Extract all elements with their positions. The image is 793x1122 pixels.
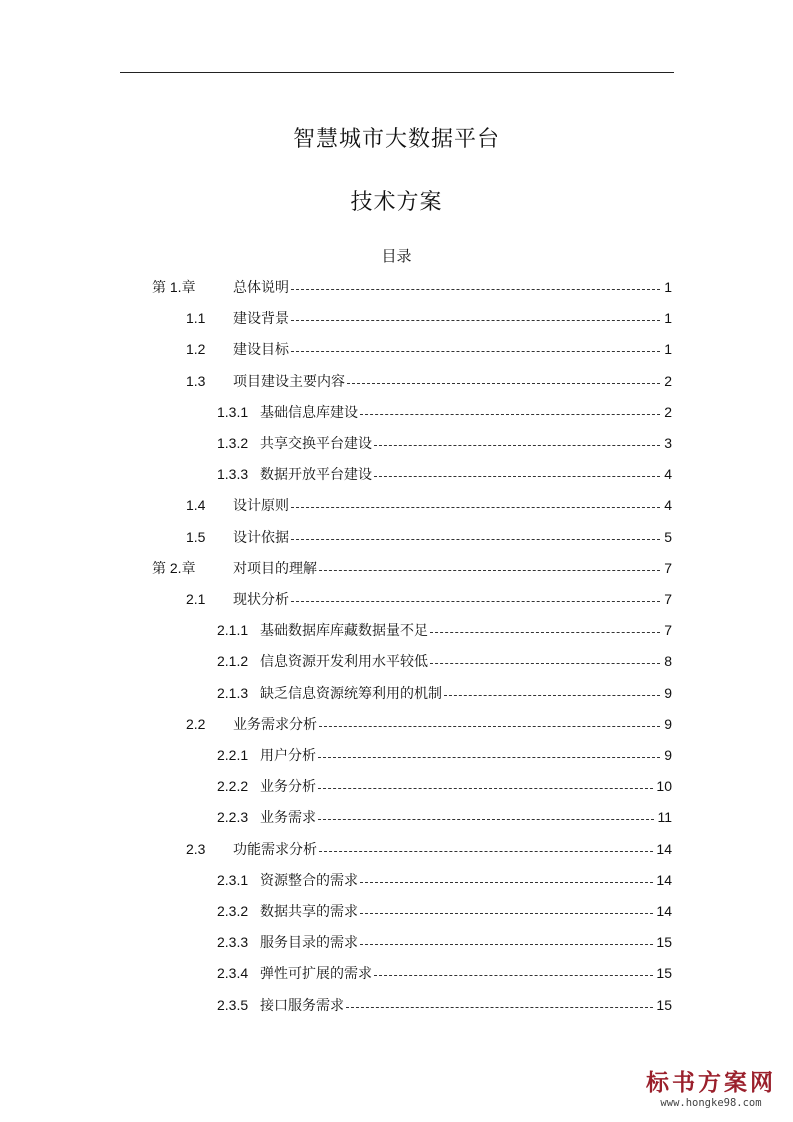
toc-entry-page: 7 [664, 622, 672, 638]
toc-entry-page: 9 [664, 716, 672, 732]
toc-entry-number: 2.2.3 [217, 809, 249, 825]
toc-entry-label: 数据共享的需求 [260, 904, 358, 920]
toc-entry-page: 7 [664, 591, 672, 607]
toc-entry-number: 2.3.5 [217, 997, 249, 1013]
toc-entry-number: 2.2.1 [217, 747, 249, 763]
toc-entry[interactable] [217, 901, 672, 921]
toc-entry-number: 1.2 [186, 341, 206, 357]
toc-entry-label: 基础信息库建设 [260, 405, 358, 421]
document-subtitle: 技术方案 [350, 190, 443, 215]
toc-entry-label: 用户分析 [260, 748, 316, 764]
toc-leader-dashes [291, 507, 660, 508]
toc-entry-number: 1.5 [186, 529, 206, 545]
toc-entry[interactable] [217, 402, 672, 422]
watermark-url: www.hongke98.com [660, 1097, 762, 1109]
toc-entry-page: 11 [657, 809, 672, 825]
toc-entry-page: 8 [664, 653, 672, 669]
toc-leader-dashes [291, 320, 660, 321]
toc-entry[interactable] [217, 995, 672, 1015]
toc-entry-number: 1.3.3 [217, 466, 249, 482]
toc-entry[interactable] [217, 963, 672, 983]
toc-entry-number: 1.3.2 [217, 435, 249, 451]
toc-leader-dashes [430, 663, 660, 664]
toc-entry-label: 业务需求分析 [233, 717, 317, 733]
toc-entry-page: 1 [664, 279, 672, 295]
toc-leader-dashes [347, 383, 660, 384]
toc-entry-label: 信息资源开发利用水平较低 [260, 654, 428, 670]
toc-entry[interactable] [217, 433, 672, 453]
toc-heading: 目录 [381, 247, 412, 265]
toc-entry[interactable] [186, 339, 672, 359]
toc-entry-number: 1.4 [186, 497, 206, 513]
toc-entry[interactable] [217, 932, 672, 952]
toc-entry-label: 弹性可扩展的需求 [260, 966, 372, 982]
toc-entry-label: 总体说明 [233, 280, 289, 296]
toc-entry[interactable] [186, 495, 672, 515]
toc-entry-number: 2.3 [186, 841, 206, 857]
toc-entry-label: 对项目的理解 [233, 561, 317, 577]
toc-entry-page: 14 [656, 903, 672, 919]
watermark-logo [636, 1070, 786, 1110]
toc-entry-label: 接口服务需求 [260, 998, 344, 1014]
toc-entry[interactable] [186, 527, 672, 547]
toc-leader-dashes [319, 726, 660, 727]
toc-entry-page: 14 [656, 872, 672, 888]
toc-entry-label: 现状分析 [233, 592, 289, 608]
toc-entry[interactable] [152, 558, 672, 578]
toc-entry-number: 2.1.1 [217, 622, 249, 638]
toc-entry-page: 10 [656, 778, 672, 794]
toc-entry-label: 设计原则 [233, 498, 289, 514]
toc-entry-label: 功能需求分析 [233, 842, 317, 858]
toc-entry-page: 1 [664, 341, 672, 357]
toc-entry-page: 3 [664, 435, 672, 451]
toc-leader-dashes [291, 539, 660, 540]
toc-leader-dashes [346, 1007, 653, 1008]
toc-leader-dashes [318, 757, 660, 758]
toc-entry-label: 服务目录的需求 [260, 935, 358, 951]
toc-entry-number: 第 2.章 [152, 560, 196, 576]
toc-entry[interactable] [186, 371, 672, 391]
toc-entry-label: 数据开放平台建设 [260, 467, 372, 483]
toc-entry-number: 2.1 [186, 591, 206, 607]
toc-entry[interactable] [217, 464, 672, 484]
toc-entry-label: 资源整合的需求 [260, 873, 358, 889]
toc-entry-label: 缺乏信息资源统筹利用的机制 [260, 686, 442, 702]
toc-entry-page: 1 [664, 310, 672, 326]
toc-entry-label: 设计依据 [233, 530, 289, 546]
toc-entry[interactable] [217, 776, 672, 796]
toc-entry-label: 业务需求 [260, 810, 316, 826]
toc-leader-dashes [430, 632, 660, 633]
toc-entry[interactable] [217, 807, 672, 827]
toc-entry-page: 2 [664, 404, 672, 420]
toc-entry[interactable] [217, 620, 672, 640]
toc-entry[interactable] [186, 839, 672, 859]
toc-leader-dashes [360, 414, 660, 415]
toc-entry-number: 2.2.2 [217, 778, 249, 794]
toc-entry-number: 2.3.3 [217, 934, 249, 950]
toc-entry-page: 15 [656, 934, 672, 950]
toc-leader-dashes [374, 476, 660, 477]
toc-entry-label: 建设背景 [233, 311, 289, 327]
toc-leader-dashes [360, 882, 653, 883]
toc-entry-page: 2 [664, 373, 672, 389]
toc-entry-page: 5 [664, 529, 672, 545]
toc-entry-number: 2.1.3 [217, 685, 249, 701]
toc-entry[interactable] [217, 651, 672, 671]
toc-entry-page: 9 [664, 747, 672, 763]
toc-leader-dashes [318, 788, 653, 789]
toc-entry-number: 2.2 [186, 716, 206, 732]
toc-entry-number: 1.1 [186, 310, 206, 326]
document-title: 智慧城市大数据平台 [292, 127, 500, 152]
toc-entry-number: 2.3.1 [217, 872, 249, 888]
toc-entry[interactable] [186, 308, 672, 328]
toc-entry-page: 9 [664, 685, 672, 701]
toc-entry-number: 2.3.2 [217, 903, 249, 919]
toc-entry-label: 基础数据库库藏数据量不足 [260, 623, 428, 639]
toc-entry-page: 7 [664, 560, 672, 576]
toc-leader-dashes [360, 913, 653, 914]
toc-entry[interactable] [152, 277, 672, 297]
toc-entry-page: 15 [656, 965, 672, 981]
toc-leader-dashes [318, 819, 654, 820]
toc-entry[interactable] [217, 870, 672, 890]
toc-entry-page: 4 [664, 497, 672, 513]
toc-entry[interactable] [186, 589, 672, 609]
toc-entry-number: 2.1.2 [217, 653, 249, 669]
toc-entry-label: 共享交换平台建设 [260, 436, 372, 452]
toc-entry-number: 1.3 [186, 373, 206, 389]
toc-entry[interactable] [217, 745, 672, 765]
toc-entry-label: 建设目标 [233, 342, 289, 358]
toc-leader-dashes [291, 601, 660, 602]
toc-entry[interactable] [217, 683, 672, 703]
watermark-name: 标书方案网 [646, 1069, 776, 1096]
toc-leader-dashes [319, 570, 660, 571]
toc-entry[interactable] [186, 714, 672, 734]
toc-leader-dashes [291, 289, 660, 290]
toc-leader-dashes [374, 975, 653, 976]
toc-leader-dashes [319, 851, 653, 852]
toc-entry-label: 项目建设主要内容 [233, 374, 345, 390]
toc-entry-page: 14 [656, 841, 672, 857]
toc-entry-page: 15 [656, 997, 672, 1013]
toc-leader-dashes [360, 944, 653, 945]
toc-entry-number: 第 1.章 [152, 279, 196, 295]
toc-entry-label: 业务分析 [260, 779, 316, 795]
toc-entry-number: 2.3.4 [217, 965, 249, 981]
toc-entry-number: 1.3.1 [217, 404, 249, 420]
toc-leader-dashes [374, 445, 660, 446]
toc-leader-dashes [444, 695, 660, 696]
toc-entry-page: 4 [664, 466, 672, 482]
toc-leader-dashes [291, 351, 660, 352]
